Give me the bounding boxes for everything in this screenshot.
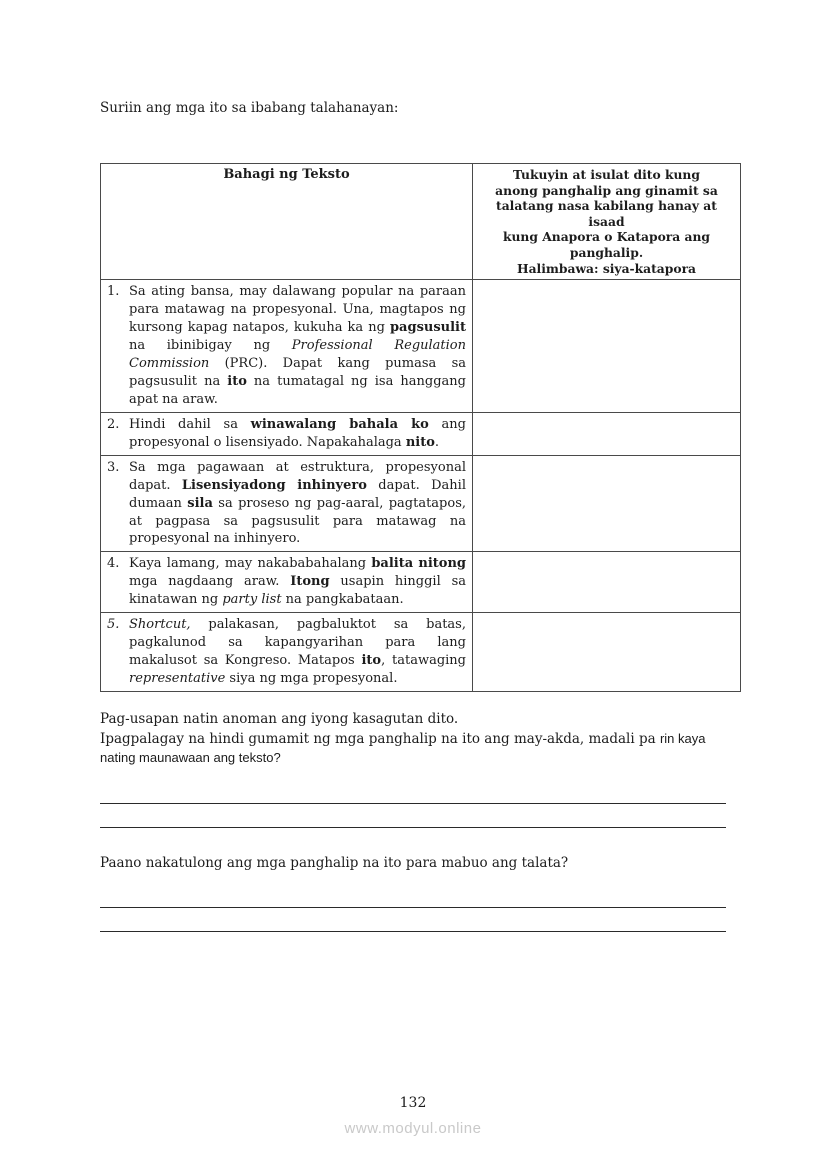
table-row (101, 455, 741, 552)
answer-lines-group-1 (100, 803, 740, 828)
discussion-line-2 (100, 730, 740, 769)
table-row (101, 280, 741, 413)
row-number: 1. (107, 284, 120, 300)
col-header-instructions (473, 164, 741, 280)
answer-lines-group-2 (100, 907, 740, 932)
answer-cell (473, 613, 741, 692)
watermark: www.modyul.online (344, 1120, 482, 1137)
pronoun-analysis-table (100, 163, 741, 692)
answer-line (100, 931, 726, 932)
text-cell (101, 280, 473, 413)
header-line: talatang nasa kabilang hanay at (496, 198, 717, 214)
answer-line (100, 803, 726, 804)
header-line: kung Anapora o Katapora ang (502, 229, 711, 245)
row-number: 5. (107, 617, 120, 633)
intro-text: Suriin ang mga ito sa ibabang talahanayan: (100, 100, 399, 116)
text-cell (101, 613, 473, 692)
answer-cell (473, 455, 741, 552)
header-row (101, 164, 741, 280)
discussion-line-1: Pag-usapan natin anoman ang iyong kasagutan dito. (100, 710, 459, 727)
header-line: Halimbawa: siya-katapora (516, 260, 697, 276)
header-line: panghalip. (569, 245, 644, 261)
row-text: Kaya lamang, may nakababahalang balita nitong mga nagdaang araw. Itong usapin hinggil sa kinatawan ng party list na pangkabataan. (129, 556, 466, 608)
row-text: Hindi dahil sa winawalang bahala ko ang propesyonal o lisensiyado. Napakahalaga nito. (129, 416, 466, 450)
row-number: 3. (107, 459, 120, 475)
discussion-line-2-serif: Ipagpalagay na hindi gumamit ng mga panghalip na ito ang may-akda, madali pa (100, 730, 660, 747)
row-text: Sa mga pagawaan at estruktura, propesyonal dapat. Lisensiyadong inhinyero dapat. Dahil dumaan sila sa proseso ng pag-aaral, pagtatapos, at pagpasa sa pagsusulit para matawag na propesyonal na inhinyero. (129, 459, 466, 547)
row-number: 4. (107, 556, 120, 572)
text-cell (101, 552, 473, 613)
table-row (101, 412, 741, 455)
answer-cell (473, 552, 741, 613)
table-header (101, 164, 741, 280)
row-text: Sa ating bansa, may dalawang popular na paraan para matawag na propesyonal. Una, magtapos ng kursong kapag natapos, kukuha ka ng pagsusulit na ibinibigay ng Professional Regulation Commission (PRC). Dapat kang pumasa sa pagsusulit na ito na tumatagal ng isa hanggang apat na araw. (129, 284, 466, 407)
header-line: anong panghalip ang ginamit sa (495, 182, 718, 198)
page-content (100, 100, 740, 932)
answer-line (100, 827, 726, 828)
question-2: Paano nakatulong ang mga panghalip na ito para mabuo ang talata? (100, 854, 569, 871)
row-text: Shortcut, palakasan, pagbaluktot sa batas, pagkalunod sa kapangyarihan para lang makalusot sa Kongreso. Matapos ito, tatawaging representative siya ng mga propesyonal. (129, 617, 467, 687)
header-line: isaad (588, 213, 625, 229)
answer-cell (473, 280, 741, 413)
answer-cell (473, 412, 741, 455)
table-row (101, 552, 741, 613)
page-number: 132 (399, 1095, 427, 1111)
col-header-bahagi-ng-teksto: Bahagi ng Teksto (101, 164, 473, 280)
table-body (101, 280, 741, 692)
row-number: 2. (107, 416, 120, 432)
text-cell (101, 412, 473, 455)
header-line: Tukuyin at isulat dito kung (513, 167, 700, 182)
table-row (101, 613, 741, 692)
text-cell (101, 455, 473, 552)
answer-line (100, 907, 726, 908)
discussion-line-2-sans: rin kaya nating maunawaan ang teksto? (100, 730, 706, 766)
